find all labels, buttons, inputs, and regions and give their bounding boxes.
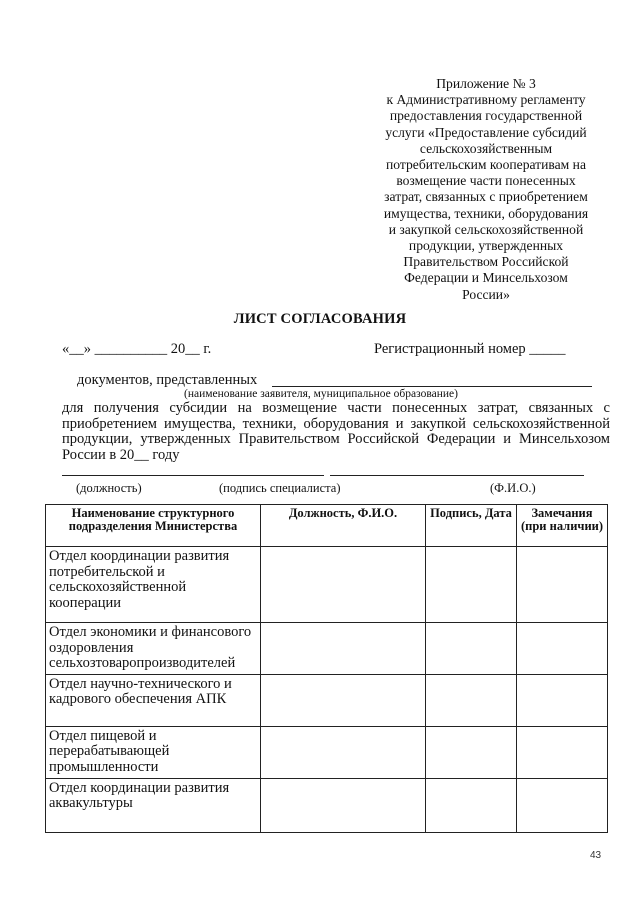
department-cell: Отдел координации развития аквакультуры — [46, 778, 261, 832]
header-department: Наименование структурного подразделения Министерства — [46, 505, 261, 547]
signature-label: (подпись специалиста) — [219, 481, 341, 495]
appendix-header — [362, 76, 610, 303]
signature-date-cell — [426, 674, 517, 726]
table-header-row — [46, 505, 608, 547]
appendix-line: к Административному регламенту — [386, 92, 586, 108]
signature-date-cell — [426, 726, 517, 778]
position-fio-cell — [261, 547, 426, 623]
signature-date-cell — [426, 623, 517, 675]
appendix-line: России» — [462, 286, 510, 302]
applicant-name-line — [272, 386, 592, 387]
appendix-line: Правительством Российской — [403, 254, 569, 270]
department-cell: Отдел научно-технического и кадрового обеспечения АПК — [46, 674, 261, 726]
signature-date-cell — [426, 547, 517, 623]
remarks-cell — [517, 547, 608, 623]
page-number: 43 — [590, 850, 602, 861]
position-fio-cell — [261, 778, 426, 832]
registration-number: Регистрационный номер _____ — [374, 341, 566, 357]
appendix-line: потребительским кооперативам на — [386, 157, 586, 173]
position-label: (должность) — [76, 481, 142, 495]
remarks-cell — [517, 674, 608, 726]
table-row — [46, 726, 608, 778]
appendix-line: предоставления государственной — [389, 108, 583, 124]
department-cell: Отдел экономики и финансового оздоровления сельхозтоваропроизводителей — [46, 623, 261, 675]
remarks-cell — [517, 778, 608, 832]
approval-table — [45, 504, 608, 833]
position-fio-cell — [261, 623, 426, 675]
header-signature-date: Подпись, Дата — [426, 505, 517, 547]
appendix-line: продукции, утвержденных — [408, 238, 564, 254]
fio-label: (Ф.И.О.) — [490, 481, 536, 495]
position-fio-cell — [261, 674, 426, 726]
appendix-line: Приложение № 3 — [436, 76, 536, 91]
remarks-cell — [517, 623, 608, 675]
date-line: «__» __________ 20__ г. — [62, 341, 212, 357]
documents-label: документов, представленных — [77, 372, 258, 388]
appendix-line: затрат, связанных с приобретением — [384, 189, 588, 205]
appendix-line: сельскохозяйственным — [419, 140, 553, 156]
signature-line — [62, 475, 324, 476]
appendix-line: возмещение части понесенных — [396, 173, 576, 189]
purpose-paragraph: для получения субсидии на возмещение части понесенных затрат, связанных с приобретением имущества, техники, оборудования и закупкой сельскохозяйственной продукции, утвержденных Правительством Российской Федерации и Минсельхозом России в 20__ году — [62, 400, 610, 463]
appendix-line: и закупкой сельскохозяйственной — [388, 221, 584, 237]
table-row — [46, 674, 608, 726]
appendix-line: Федерации и Минсельхозом — [404, 270, 568, 286]
position-fio-cell — [261, 726, 426, 778]
table-row — [46, 623, 608, 675]
department-cell: Отдел координации развития потребительской и сельскохозяйственной кооперации — [46, 547, 261, 623]
appendix-line: услуги «Предоставление субсидий — [385, 124, 587, 140]
fio-line — [330, 475, 584, 476]
signature-date-cell — [426, 778, 517, 832]
header-remarks: Замечания (при наличии) — [517, 505, 608, 547]
applicant-caption: (наименование заявителя, муниципальное образование) — [184, 388, 458, 400]
header-position-fio: Должность, Ф.И.О. — [261, 505, 426, 547]
document-title: ЛИСТ СОГЛАСОВАНИЯ — [233, 311, 407, 327]
table-row — [46, 547, 608, 623]
remarks-cell — [517, 726, 608, 778]
table-row — [46, 778, 608, 832]
department-cell: Отдел пищевой и перерабатывающей промышленности — [46, 726, 261, 778]
appendix-line: имущества, техники, оборудования — [383, 205, 589, 221]
